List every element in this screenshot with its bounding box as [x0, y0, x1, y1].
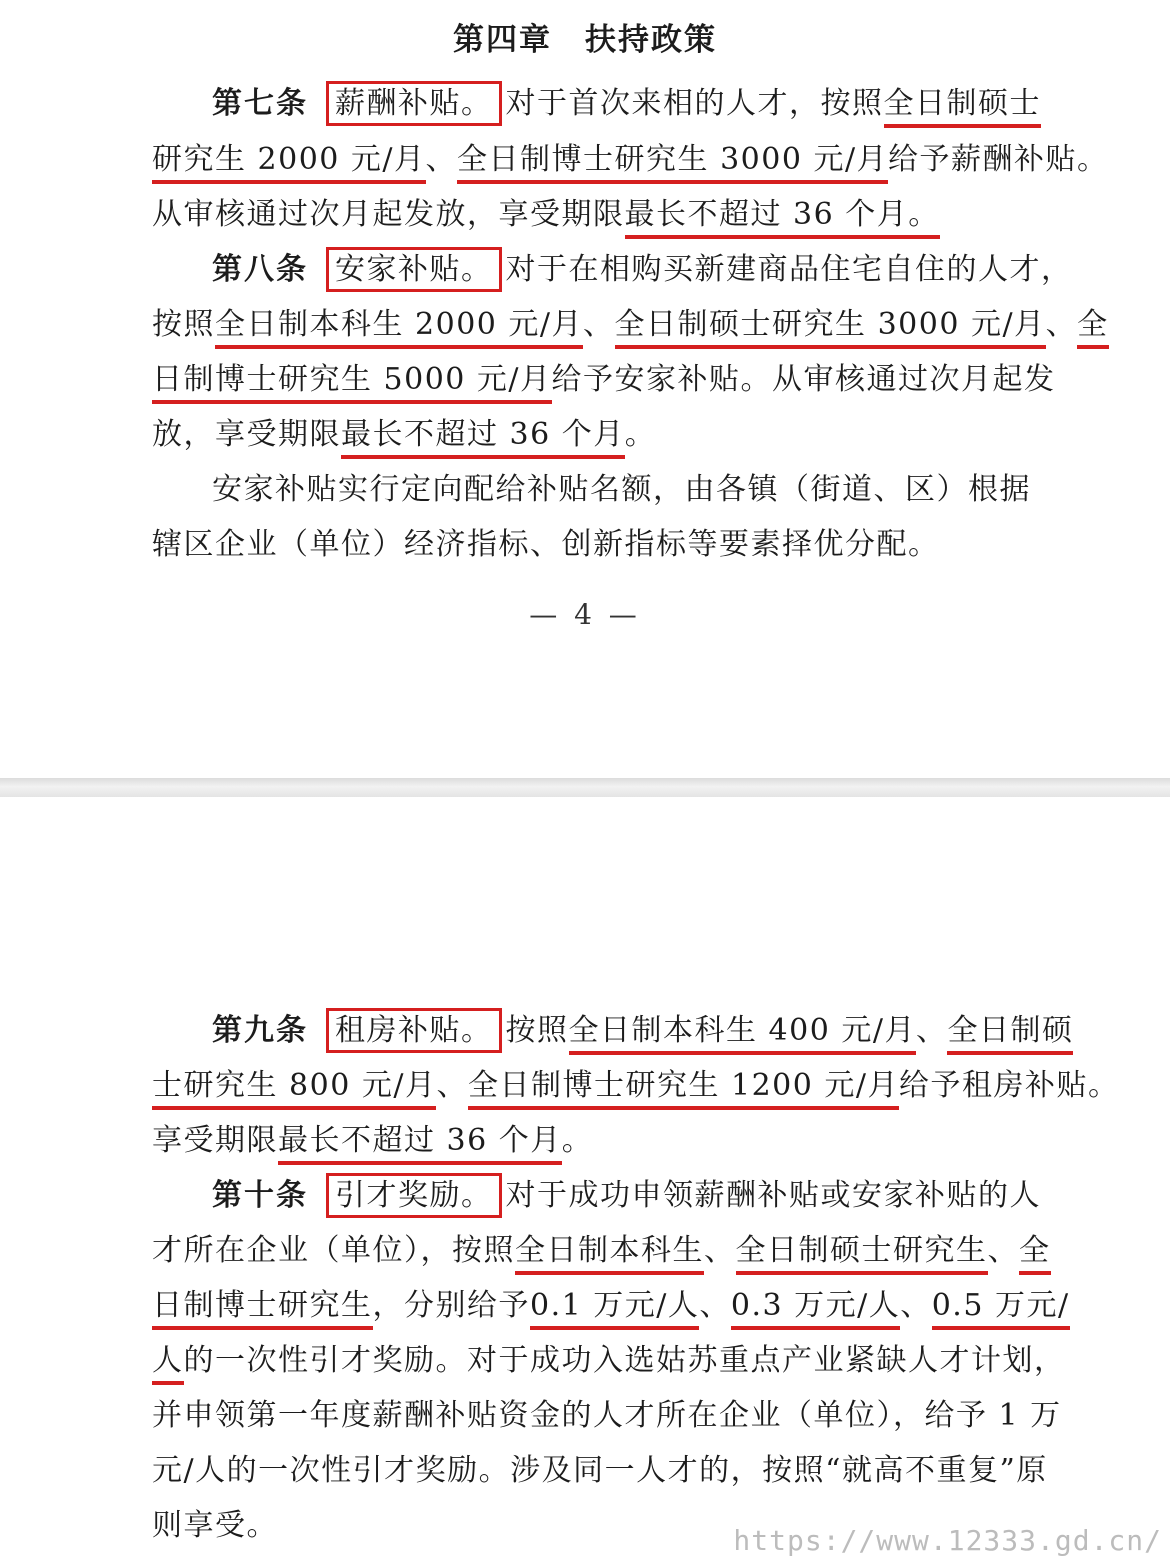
- article8-text: 按照: [152, 307, 215, 342]
- article8-underline: 日制博士研究生 5000 元/月: [152, 362, 552, 404]
- separator: 、: [425, 142, 458, 177]
- article10-underline: 日制博士研究生: [152, 1288, 373, 1330]
- article7-number: 第七条: [212, 86, 308, 121]
- article9-line1: [212, 1011, 1073, 1051]
- article9-text: 享受期限: [152, 1123, 278, 1158]
- article10-underline: 0.3 万元/人: [731, 1288, 900, 1330]
- article9-underline: 最长不超过 36 个月: [278, 1123, 562, 1165]
- article10-line7: 则享受。: [152, 1508, 278, 1543]
- article8-text: 给予安家补贴。从审核通过次月起发: [551, 362, 1056, 397]
- article8-line4: [152, 415, 656, 455]
- article10-underline: 全日制本科生: [515, 1233, 704, 1275]
- article10-underline: 全: [1019, 1233, 1051, 1275]
- article9-underline: 全日制硕: [947, 1013, 1073, 1055]
- separator: 。: [624, 417, 657, 452]
- article8-underline: 全: [1077, 307, 1109, 349]
- article8-line3: [152, 360, 1056, 400]
- article9-underline: 全日制本科生 400 元/月: [569, 1013, 916, 1055]
- article10-underline: 全日制硕士研究生: [736, 1233, 988, 1275]
- separator: 、: [1045, 307, 1078, 342]
- article9-title-box: 租房补贴。: [326, 1008, 502, 1053]
- article7-underline: 研究生 2000 元/月: [152, 142, 426, 184]
- document-page-4: [0, 0, 1170, 778]
- article8-underline: 全日制本科生 2000 元/月: [215, 307, 583, 349]
- article9-underline: 士研究生 800 元/月: [152, 1068, 436, 1110]
- article8-para2-line1: 安家补贴实行定向配给补贴名额，由各镇（街道、区）根据: [212, 472, 1031, 507]
- article10-line5: 并申领第一年度薪酬补贴资金的人才所在企业（单位），给予 1 万: [152, 1398, 1062, 1433]
- separator: 、: [704, 1233, 736, 1268]
- article7-line1: [212, 84, 1041, 124]
- article10-line6: 元/人的一次性引才奖励。涉及同一人才的，按照“就高不重复”原: [152, 1453, 1048, 1488]
- article8-text: 对于在相购买新建商品住宅自住的人才，: [505, 252, 1073, 287]
- article7-text: 从审核通过次月起发放，享受期限: [152, 197, 625, 232]
- article10-underline: 0.5 万元/: [932, 1288, 1070, 1330]
- page-number: — 4 —: [529, 598, 641, 631]
- article7-line2: [152, 140, 1109, 180]
- separator: 、: [436, 1068, 468, 1103]
- separator: 、: [987, 1233, 1019, 1268]
- article8-underline: 全日制硕士研究生 3000 元/月: [615, 307, 1046, 349]
- article7-line3: [152, 195, 940, 235]
- article10-underline: 0.1 万元/人: [530, 1288, 699, 1330]
- article10-line4: [152, 1341, 1066, 1381]
- article8-underline: 最长不超过 36 个月: [341, 417, 625, 459]
- article9-text: 给予租房补贴。: [898, 1068, 1120, 1103]
- separator: 、: [915, 1013, 948, 1048]
- page-separator: [0, 778, 1170, 797]
- article8-para2-line2: 辖区企业（单位）经济指标、创新指标等要素择优分配。: [152, 527, 940, 562]
- separator: 、: [699, 1288, 731, 1323]
- article7-text: 对于首次来相的人才，按照: [505, 86, 884, 121]
- article10-text: 的一次性引才奖励。对于成功入选姑苏重点产业紧缺人才计划，: [183, 1343, 1066, 1378]
- article10-text: ，分别给予: [372, 1288, 530, 1323]
- article7-title-box: 薪酬补贴。: [326, 81, 502, 126]
- article8-number: 第八条: [212, 252, 308, 287]
- article10-line3: [152, 1286, 1070, 1326]
- chapter-title: 第四章 扶持政策: [453, 22, 717, 58]
- article10-text: 对于成功申领薪酬补贴或安家补贴的人: [505, 1178, 1041, 1213]
- article7-underline: 最长不超过 36 个月。: [625, 197, 940, 239]
- article10-line1: [212, 1176, 1041, 1216]
- article9-underline: 全日制博士研究生 1200 元/月: [468, 1068, 899, 1110]
- article8-line2: [152, 305, 1109, 345]
- article8-text: 放，享受期限: [152, 417, 341, 452]
- article9-line2: [152, 1066, 1119, 1106]
- separator: 、: [900, 1288, 932, 1323]
- article10-text: 才所在企业（单位），按照: [152, 1233, 515, 1268]
- article10-title-box: 引才奖励。: [326, 1173, 502, 1218]
- article8-line1: [212, 250, 1073, 290]
- article7-text: 给予薪酬补贴。: [888, 142, 1109, 177]
- separator: 。: [561, 1123, 594, 1158]
- article9-number: 第九条: [212, 1013, 308, 1048]
- article10-underline: 人: [152, 1343, 184, 1385]
- article7-underline: 全日制硕士: [884, 86, 1042, 128]
- article9-line3: [152, 1121, 593, 1161]
- article9-text: 按照: [505, 1013, 569, 1048]
- article10-line2: [152, 1231, 1051, 1271]
- source-watermark: https://www.12333.gd.cn/: [733, 1524, 1162, 1557]
- article8-title-box: 安家补贴。: [326, 247, 502, 292]
- separator: 、: [583, 307, 615, 342]
- document-page-5: [0, 797, 1170, 1561]
- article10-number: 第十条: [212, 1178, 308, 1213]
- article7-underline: 全日制博士研究生 3000 元/月: [457, 142, 888, 184]
